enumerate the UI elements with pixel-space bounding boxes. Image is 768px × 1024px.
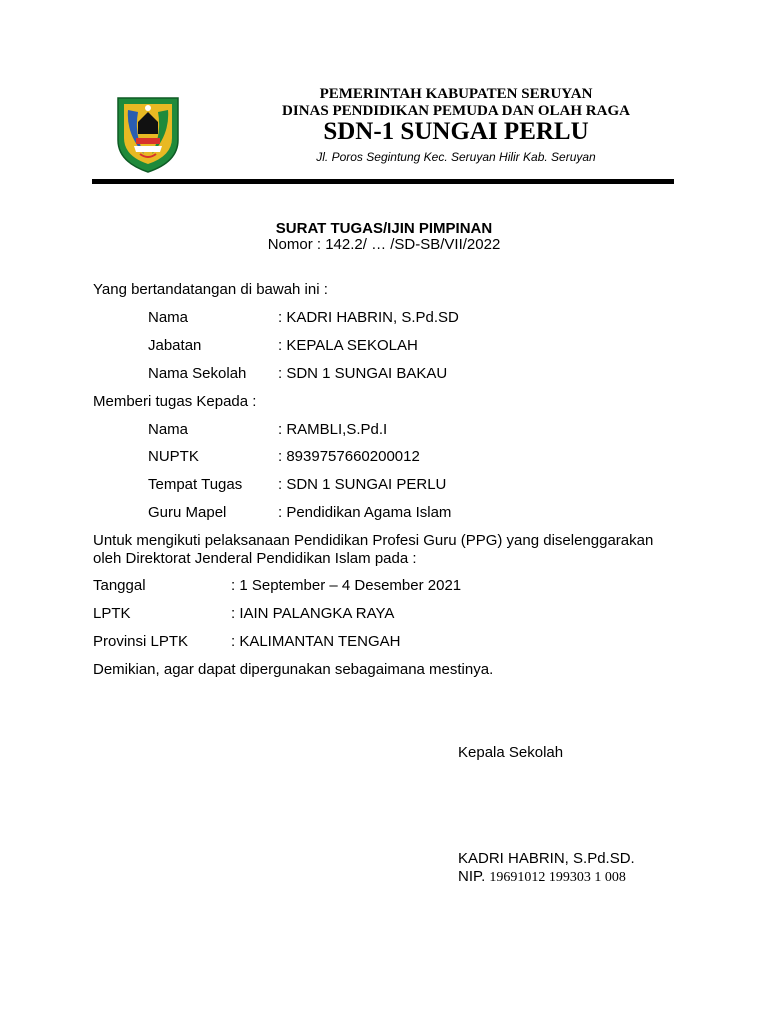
letterhead-divider — [92, 179, 674, 184]
government-name: PEMERINTAH KABUPATEN SERUYAN — [319, 86, 593, 102]
assignee-workplace-value: : SDN 1 SUNGAI PERLU — [278, 476, 447, 493]
letter-title: SURAT TUGAS/IJIN PIMPINAN — [275, 220, 493, 237]
event-date-label: Tanggal — [93, 577, 146, 594]
assignee-name-label: Nama — [148, 421, 189, 438]
signer-position-label: Jabatan — [148, 337, 202, 354]
signer-name-value: : KADRI HABRIN, S.Pd.SD — [278, 309, 459, 326]
assignee-nuptk-value: : 8939757660200012 — [278, 448, 420, 465]
department-name: DINAS PENDIDIKAN PEMUDA DAN OLAH RAGA — [282, 103, 630, 119]
assignee-workplace-label: Tempat Tugas — [148, 476, 243, 493]
event-province-value: : KALIMANTAN TENGAH — [231, 633, 401, 650]
signer-position-value: : KEPALA SEKOLAH — [278, 337, 418, 354]
intro-text: Yang bertandatangan di bawah ini : — [93, 281, 328, 298]
school-address: Jl. Poros Segintung Kec. Seruyan Hilir Kab. Seruyan — [316, 150, 596, 164]
signature-nip — [458, 868, 626, 886]
purpose-paragraph: Untuk mengikuti pelaksanaan Pendidikan Profesi Guru (PPG) yang diselenggarakan oleh Direktorat Jenderal Pendidikan Islam pada : — [93, 532, 654, 567]
signer-school-label: Nama Sekolah — [148, 365, 247, 382]
signature-name: KADRI HABRIN, S.Pd.SD. — [458, 850, 635, 867]
event-lptk-value: : IAIN PALANGKA RAYA — [231, 605, 395, 622]
assignee-nuptk-label: NUPTK — [148, 448, 199, 465]
nip-value: 19691012 199303 1 008 — [489, 870, 626, 885]
assignee-subject-value: : Pendidikan Agama Islam — [278, 504, 452, 521]
event-province-label: Provinsi LPTK — [93, 633, 189, 650]
signer-name-label: Nama — [148, 309, 189, 326]
signer-school-value: : SDN 1 SUNGAI BAKAU — [278, 365, 448, 382]
nip-label: NIP. — [458, 868, 486, 885]
assignee-name-value: : RAMBLI,S.Pd.I — [278, 421, 388, 438]
assign-label: Memberi tugas Kepada : — [93, 393, 257, 410]
letter-number: Nomor : 142.2/ … /SD-SB/VII/2022 — [267, 236, 501, 253]
event-lptk-label: LPTK — [93, 605, 131, 622]
closing-text: Demikian, agar dapat dipergunakan sebagaimana mestinya. — [93, 661, 494, 678]
assignee-subject-label: Guru Mapel — [148, 504, 227, 521]
signature-position: Kepala Sekolah — [458, 744, 564, 761]
school-name: SDN-1 SUNGAI PERLU — [323, 118, 589, 145]
event-date-value: : 1 September – 4 Desember 2021 — [231, 577, 462, 594]
